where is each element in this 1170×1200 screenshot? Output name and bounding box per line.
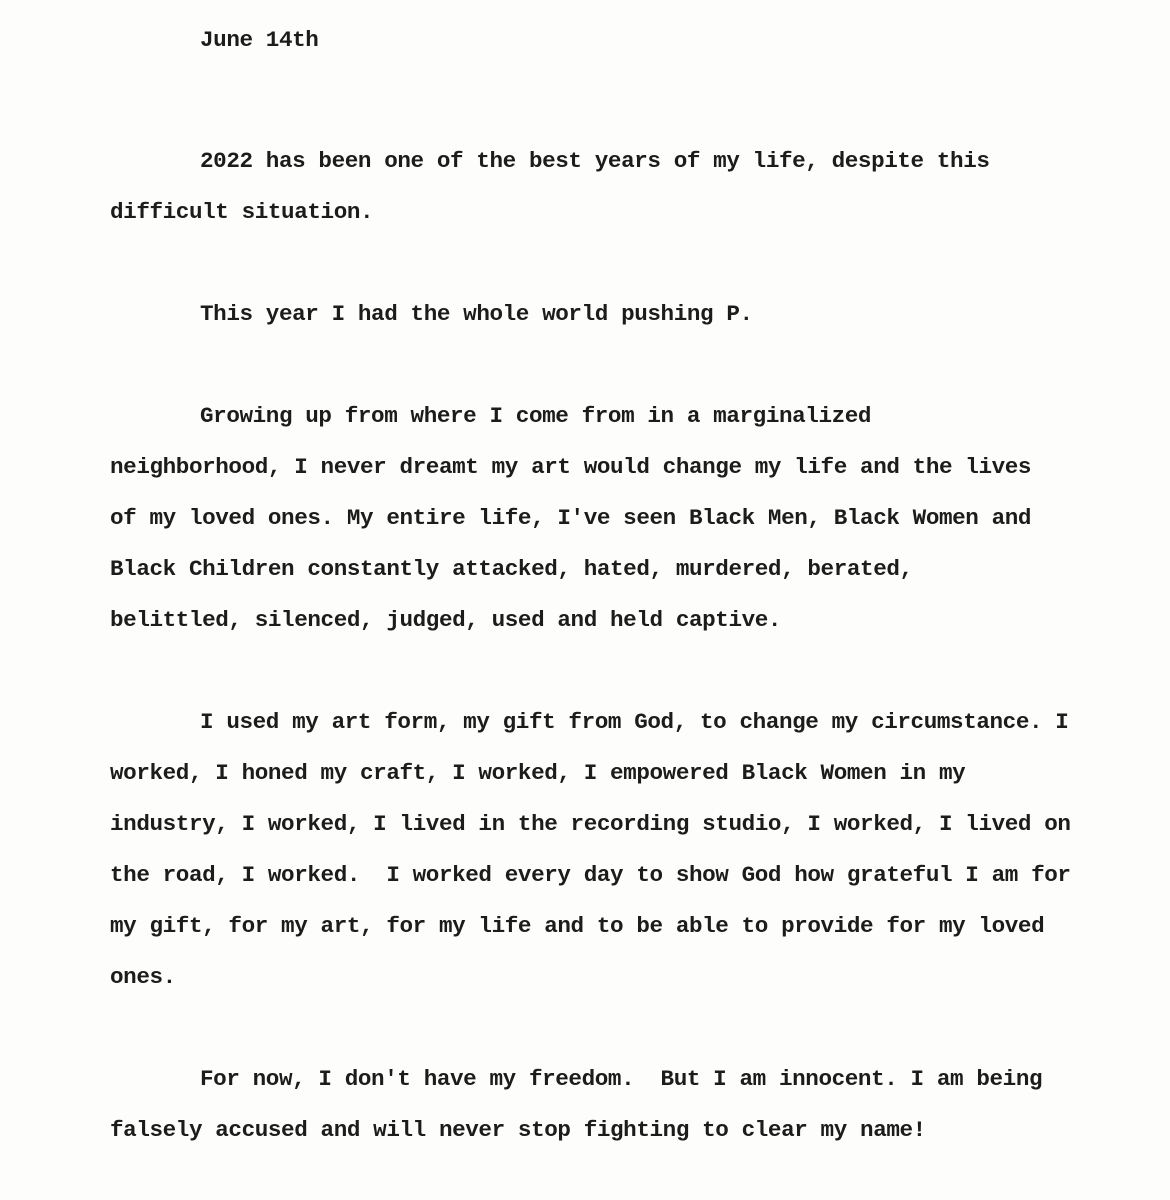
- paragraph-line: 2022 has been one of the best years of my life, despite this: [200, 148, 990, 174]
- paragraph-line: I used my art form, my gift from God, to change my circumstance. I: [200, 709, 1069, 735]
- paragraph-line: Black Children constantly attacked, hated, murdered, berated,: [110, 556, 913, 582]
- paragraph-2: [110, 289, 1060, 340]
- paragraph-line: worked, I honed my craft, I worked, I empowered Black Women in my: [110, 760, 966, 786]
- paragraph-5: [110, 1054, 1060, 1156]
- paragraph-line: difficult situation.: [110, 199, 374, 225]
- paragraph-1: [110, 136, 1060, 238]
- paragraph-4: [110, 697, 1071, 1003]
- paragraph-line: ones.: [110, 964, 176, 990]
- paragraph-line: belittled, silenced, judged, used and held captive.: [110, 607, 782, 633]
- paragraph-3: [110, 391, 1060, 646]
- letter-date: June 14th: [200, 27, 319, 53]
- paragraph-line: This year I had the whole world pushing P.: [200, 301, 753, 327]
- paragraph-line: For now, I don't have my freedom. But I am innocent. I am being: [200, 1066, 1043, 1092]
- paragraph-line: my gift, for my art, for my life and to be able to provide for my loved: [110, 913, 1045, 939]
- paragraph-line: of my loved ones. My entire life, I've seen Black Men, Black Women and: [110, 505, 1032, 531]
- paragraph-line: Growing up from where I come from in a marginalized: [200, 403, 872, 429]
- paragraph-line: falsely accused and will never stop fighting to clear my name!: [110, 1117, 926, 1143]
- paragraph-line: industry, I worked, I lived in the recording studio, I worked, I lived on: [110, 811, 1071, 837]
- paragraph-line: neighborhood, I never dreamt my art would change my life and the lives: [110, 454, 1032, 480]
- paragraph-line: the road, I worked. I worked every day to show God how grateful I am for: [110, 862, 1071, 888]
